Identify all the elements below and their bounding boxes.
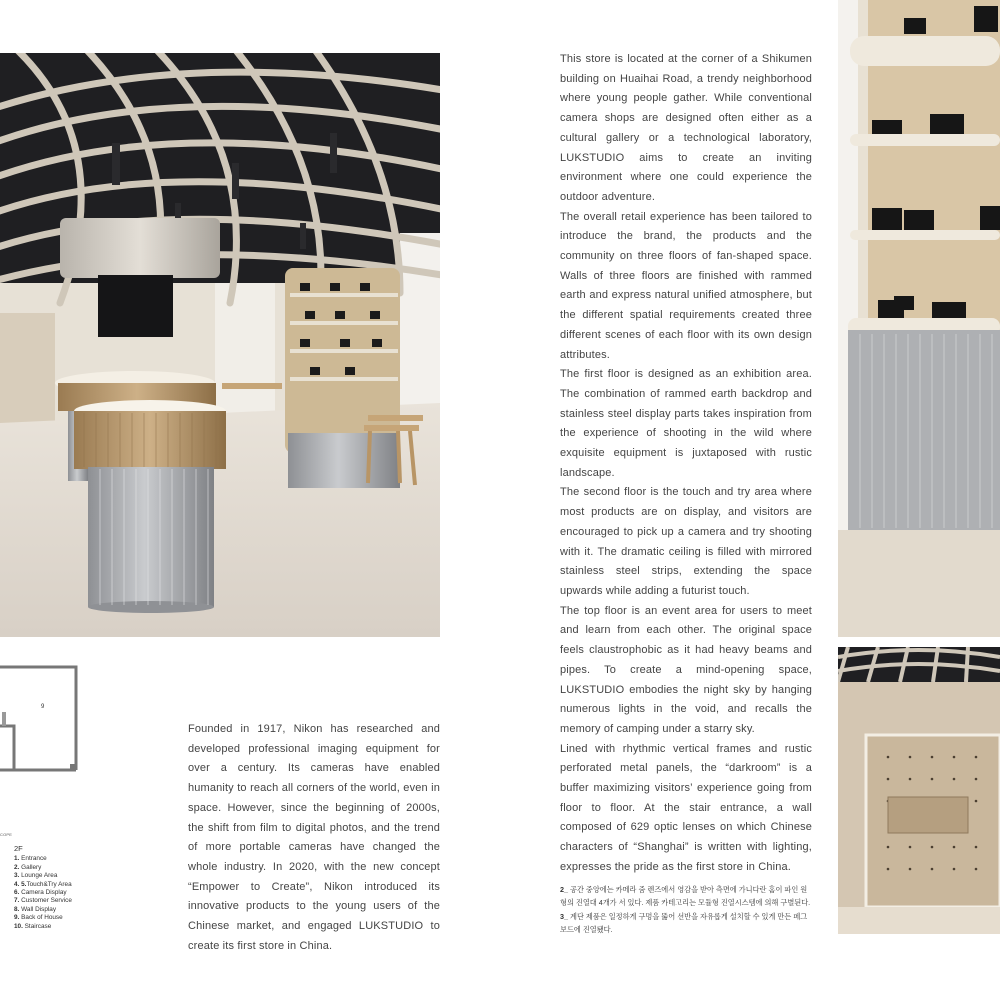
caption-text: 계단 제품은 일정하게 구멍을 뚫어 선반을 자유롭게 설치할 수 있게 만든 페그보드에 진열됐다.	[560, 911, 808, 935]
caption-text: 공간 중앙에는 카메라 줌 렌즈에서 영감을 받아 측면에 가니다란 홈이 파인 원형의 진열대 4개가 서 있다. 제품 카테고리는 모듈형 진열시스템에 의해 구별된다.	[560, 885, 811, 908]
article-body-right	[560, 50, 812, 878]
paragraph: The overall retail experience has been tailored to introduce the brand, the products and the community on three floors of fan-shaped space. Walls of three floors are finished with rammed earth and express natural unified atmosphere, but the different spatial requirements created three different scenes of each floor with its own design attributes.	[560, 210, 812, 361]
paragraph: This store is located at the corner of a Shikumen building on Huaihai Road, a trendy neighborhood where young people gather. While conventional camera shops are designed often either as a cultural gallery or a technological laboratory, LUKSTUDIO aims to create an inviting environment where one could experience the outdoor adventure.	[560, 53, 812, 203]
paragraph: The second floor is the touch and try area where most products are on display, and visitors are encouraged to pick up a camera and try shooting with it. The dramatic ceiling is filled with mirrored stainless steel strips, extending the space upwards while adding a futurist touch.	[560, 486, 812, 597]
camera-shelf-illustration	[838, 0, 1000, 637]
legend-item: 3. Lounge Area	[14, 872, 58, 880]
legend-item: 10. Staircase	[14, 922, 52, 930]
floor-plan-drawing	[0, 664, 80, 774]
article-body-left	[188, 720, 440, 956]
floor-label: 2F	[14, 844, 23, 853]
floor-plan	[0, 664, 80, 774]
store-interior-illustration	[0, 53, 440, 637]
legend-item: 6. Camera Display	[14, 889, 67, 897]
floor-plan-legend	[14, 845, 72, 931]
legend-item: 7. Customer Service	[14, 897, 72, 905]
caption-number: 3_	[560, 911, 568, 921]
paragraph: Founded in 1917, Nikon has researched and developed professional imaging equipment for over a century. Its cameras have enabled humanity to reach all corners of the world, even in space. However, since the beginning of 2000s, the shift from film to digital photos, and the trend of more portable cameras have changed the whole industry. In 2020, with the new concept “Empower to Create”, Nikon introduced its innovative products to the young users of the Chinese market, and engaged LUKSTUDIO to create its first store in China.	[188, 723, 440, 952]
legend-item: 4. 5.Touch&Try Area	[14, 880, 72, 888]
photo-caption	[560, 883, 812, 937]
camera-shelf-photo	[838, 0, 1000, 637]
room-number: 9	[41, 704, 45, 710]
paragraph: The top floor is an event area for users to meet and learn from each other. The original space feels claustrophobic as it had heavy beams and pipes. To create a mind-opening space, LUKSTUDIO embodies the night sky by hanging numerous lights in the void, and recalls the memory of camping under a starry sky.	[560, 604, 812, 735]
legend-item: 2. Gallery	[14, 863, 42, 871]
pegboard-illustration	[838, 647, 1000, 934]
legend-item: 8. Wall Display	[14, 905, 57, 913]
scope-label: COPE	[0, 832, 13, 837]
paragraph: Lined with rhythmic vertical frames and rustic perforated metal panels, the “darkroom” is a buffer maximizing visitors’ experience going from floor to floor. At the stair entrance, a wall composed of 629 optic lenses on which Chinese characters of “Shanghai” is written with lighting, expresses the pride as the first store in China.	[560, 742, 812, 873]
pegboard-display-photo	[838, 647, 1000, 934]
main-store-photo	[0, 53, 440, 637]
caption-number: 2_	[560, 885, 568, 894]
legend-item: 9. Back of House	[14, 914, 63, 922]
paragraph: The first floor is designed as an exhibition area. The combination of rammed earth backdrop and stainless steel display parts takes inspiration from the experience of shooting in the wild where exquisite equipment is juxtaposed with rustic landscape.	[560, 368, 812, 479]
legend-item: 1. Entrance	[14, 855, 47, 863]
